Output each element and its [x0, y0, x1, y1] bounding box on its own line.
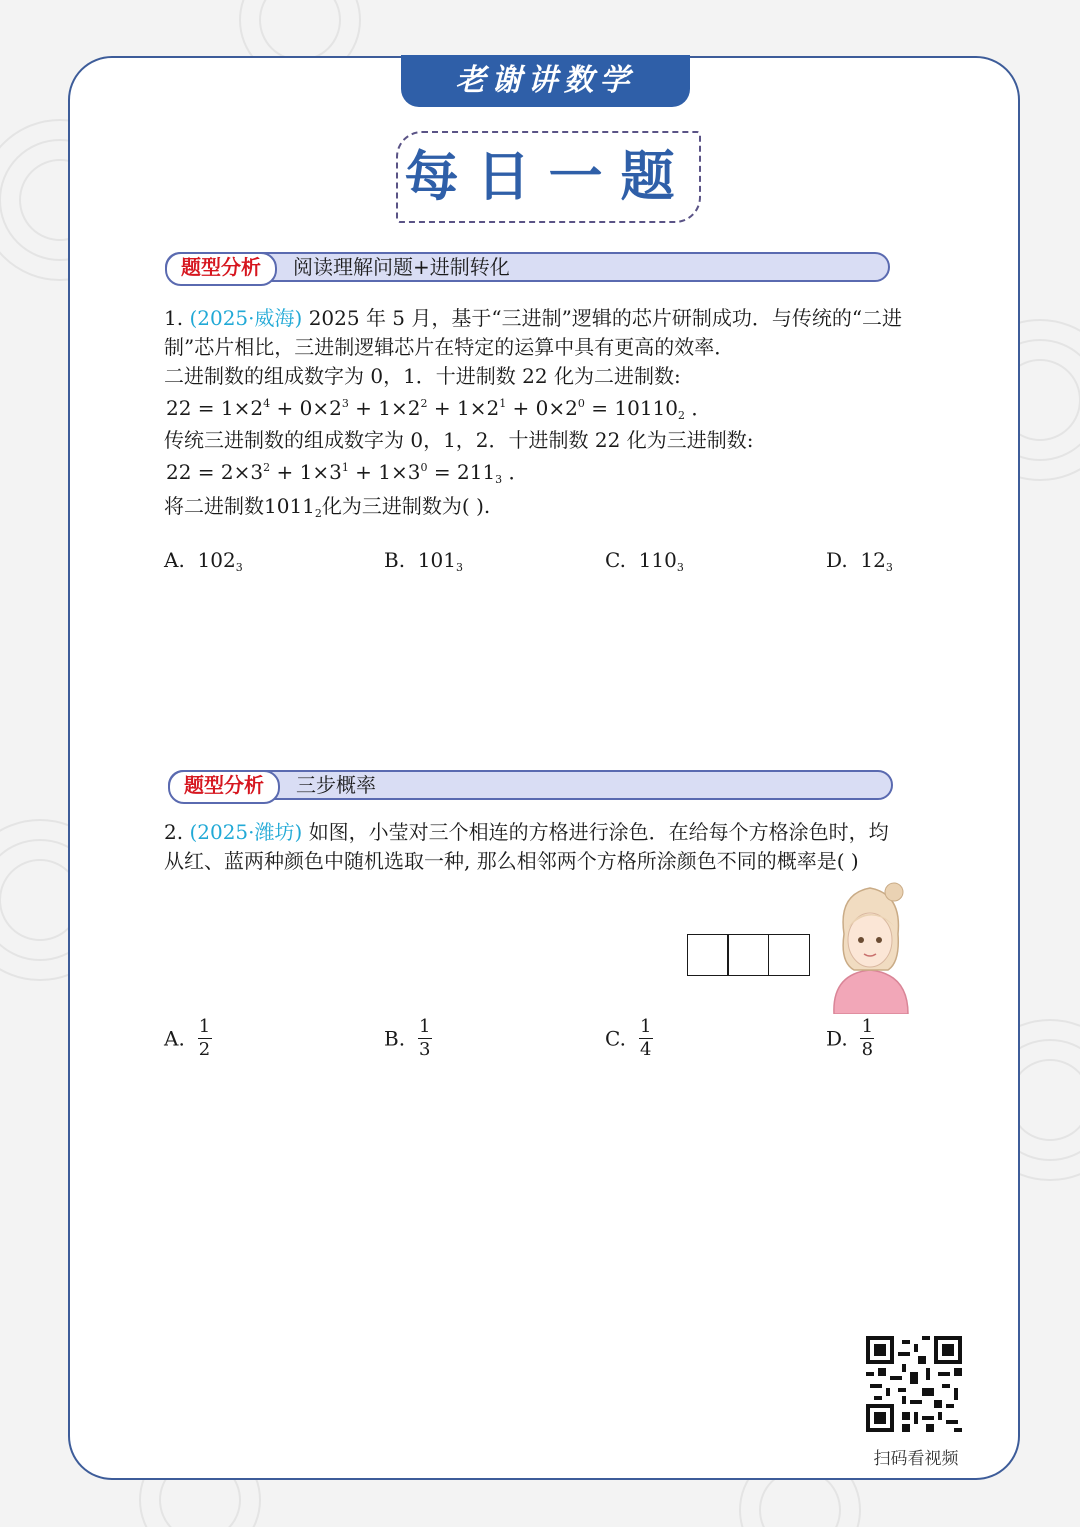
q2-line-2: 从红、蓝两种颜色中随机选取一种, 那么相邻两个方格所涂颜色不同的概率是( ): [164, 849, 859, 873]
three-square-grid: [688, 934, 810, 976]
q2-option-d[interactable]: [826, 1018, 874, 1059]
option-value: 12: [860, 548, 886, 572]
fraction: [860, 1018, 874, 1059]
option-label: B.: [384, 1026, 406, 1051]
q1-option-d[interactable]: [826, 548, 893, 574]
q2-source: (2025·潍坊): [189, 820, 303, 844]
option-base: 3: [455, 561, 463, 574]
q1-line-2: 制”芯片相比，三进制逻辑芯片在特定的运算中具有更高的效率．: [164, 335, 735, 359]
grid-square: [727, 934, 769, 976]
fraction: [198, 1018, 212, 1059]
q1-line-3: 二进制数的组成数字为 0，1．十进制数 22 化为二进制数:: [164, 364, 681, 388]
option-label: A.: [164, 1026, 185, 1051]
q1-line7-base: 2: [314, 507, 322, 520]
option-value: 102: [197, 548, 236, 572]
girl-illustration: [814, 874, 926, 1014]
numerator: 1: [198, 1016, 211, 1037]
option-label: A.: [164, 548, 185, 572]
q1-source: (2025·威海): [189, 306, 303, 330]
option-label: C.: [605, 548, 626, 572]
option-base: 3: [235, 561, 243, 574]
fraction: [418, 1018, 432, 1059]
option-label: D.: [826, 1026, 848, 1051]
denominator: 8: [861, 1039, 874, 1060]
q1-line7-post: 化为三进制数为( ).: [321, 494, 491, 518]
qr-label: 扫码看视频: [873, 1449, 959, 1469]
numerator: 1: [861, 1016, 874, 1037]
fraction: [639, 1018, 653, 1059]
q1-line-1: [164, 302, 902, 331]
numerator: 1: [419, 1016, 431, 1037]
option-value: 110: [638, 548, 677, 572]
q1-line-7: [164, 490, 490, 520]
q2-line-1: [164, 816, 889, 845]
q2-option-b[interactable]: [384, 1018, 432, 1059]
q1-ternary-equation: $22 = 2\times 3^2 + 1\times 3^1 + 1\times 3^0 = 211_3$ ．: [166, 460, 529, 486]
daily-title: 每日一题: [396, 131, 701, 223]
grid-square: [768, 934, 810, 976]
section-text-2: 三步概率: [296, 773, 376, 797]
q1-option-c[interactable]: [605, 548, 684, 574]
section-bar-1: [165, 252, 890, 282]
section-pill-2: 题型分析: [168, 770, 280, 804]
option-label: D.: [826, 548, 848, 572]
option-label: B.: [384, 548, 406, 572]
qr-code[interactable]: [866, 1336, 962, 1432]
option-base: 3: [676, 561, 684, 574]
q1-text-1: 2025 年 5 月，基于“三进制”逻辑的芯片研制成功．与传统的“二进: [308, 306, 903, 330]
q2-option-a[interactable]: [164, 1018, 212, 1059]
q1-line7-num: 1011: [264, 494, 315, 518]
q1-line7-pre: 将二进制数: [164, 494, 264, 518]
q1-option-a[interactable]: [164, 548, 243, 574]
option-base: 3: [885, 561, 893, 574]
denominator: 3: [419, 1039, 431, 1060]
option-label: C.: [605, 1026, 626, 1051]
q2-number: 2.: [164, 820, 184, 844]
section-text-1: 阅读理解问题+进制转化: [293, 255, 510, 279]
q1-binary-equation: $22 = 1\times 2^4 + 0\times 2^3 + 1\times 2^2 + 1\times 2^1 + 0\times 2^0 = 10110_2$ ．: [166, 396, 712, 422]
q1-option-b[interactable]: [384, 548, 463, 574]
brand-title: 老谢讲数学: [401, 55, 690, 107]
grid-square: [687, 934, 729, 976]
section-pill-1: 题型分析: [165, 252, 277, 286]
denominator: 2: [198, 1039, 211, 1060]
option-value: 101: [417, 548, 456, 572]
q2-text-1: 如图，小莹对三个相连的方格进行涂色．在给每个方格涂色时，均: [308, 820, 889, 844]
numerator: 1: [639, 1016, 652, 1037]
denominator: 4: [639, 1039, 652, 1060]
section-bar-2: [168, 770, 893, 800]
q1-line-5: 传统三进制数的组成数字为 0，1，2．十进制数 22 化为三进制数:: [164, 428, 754, 452]
q1-number: 1.: [164, 306, 184, 330]
q2-option-c[interactable]: [605, 1018, 653, 1059]
